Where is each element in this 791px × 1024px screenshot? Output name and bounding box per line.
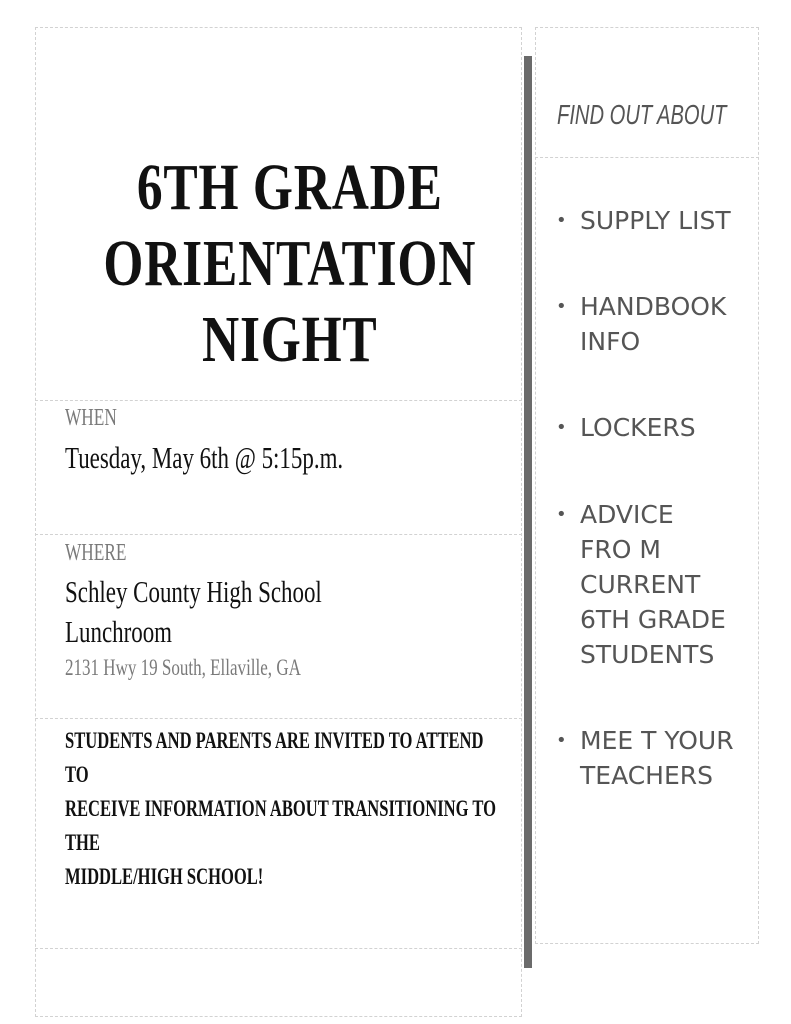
sidebar-divider — [535, 157, 759, 158]
vertical-divider-bar — [524, 56, 532, 968]
invitation-line: STUDENTS AND PARENTS ARE INVITED TO ATTEND TO — [65, 728, 484, 787]
where-place-line1: Schley County High School — [65, 574, 322, 609]
bullet-icon: • — [556, 417, 567, 438]
where-place-line2: Lunchroom — [65, 614, 173, 649]
where-address: 2131 Hwy 19 South, Ellaville, GA — [65, 655, 301, 680]
bullet-icon: • — [556, 730, 567, 751]
section-divider — [35, 718, 522, 719]
topic-label: ADVICE FRO M CURRENT 6TH GRADE STUDENTS — [580, 500, 726, 669]
bullet-icon: • — [556, 296, 567, 317]
when-label: WHEN — [65, 405, 117, 431]
topic-label: SUPPLY LIST — [580, 206, 731, 235]
section-divider — [35, 400, 522, 401]
when-value: Tuesday, May 6th @ 5:15p.m. — [65, 440, 344, 475]
sidebar-column — [535, 27, 759, 944]
where-label: WHERE — [65, 540, 127, 566]
invitation-line: RECEIVE INFORMATION ABOUT TRANSITIONING TO THE — [65, 796, 496, 855]
bullet-icon: • — [556, 210, 567, 231]
bullet-icon: • — [556, 504, 567, 525]
topic-label: LOCKERS — [580, 413, 696, 442]
title-line: NIGHT — [202, 303, 378, 376]
title-line: ORIENTATION — [103, 227, 477, 300]
section-divider — [35, 948, 522, 949]
flyer-title — [91, 150, 489, 378]
title-line: 6TH GRADE — [136, 151, 443, 224]
section-divider — [35, 534, 522, 535]
topic-label: HANDBOOK INFO — [580, 292, 727, 356]
sidebar-heading: FIND OUT ABOUT — [557, 99, 727, 130]
invitation-text — [65, 724, 497, 894]
invitation-line: MIDDLE/HIGH SCHOOL! — [65, 864, 264, 889]
topic-label: MEE T YOUR TEACHERS — [580, 726, 734, 790]
